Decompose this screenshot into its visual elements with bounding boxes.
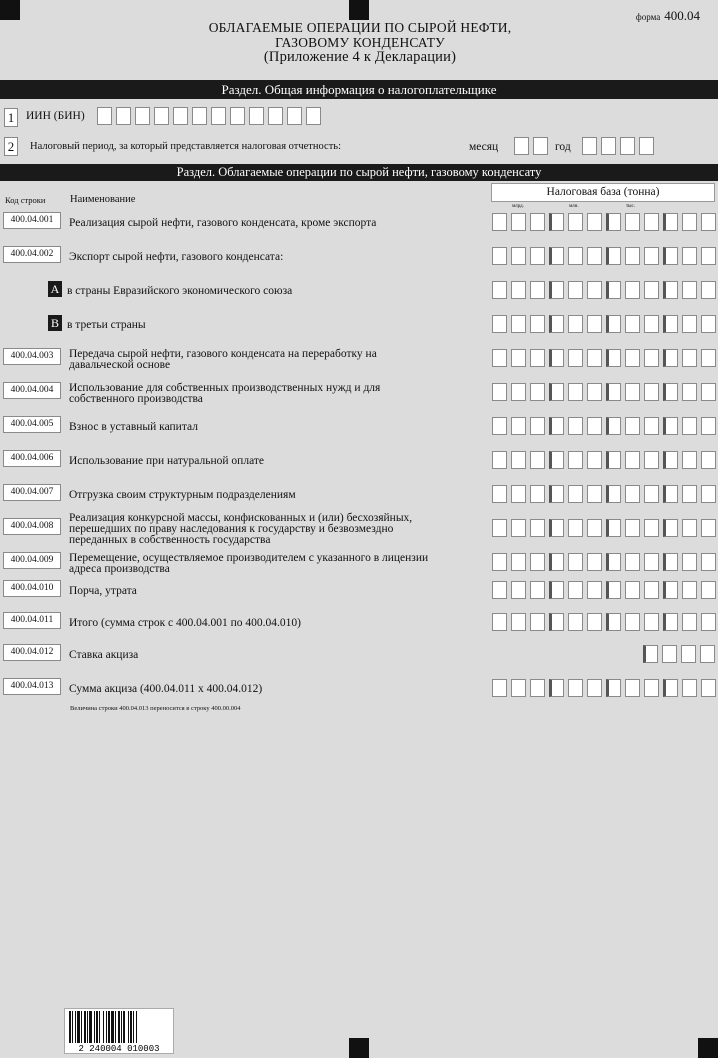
value-cell[interactable]	[511, 553, 526, 571]
barcode-bar	[115, 1011, 116, 1043]
value-cell[interactable]	[643, 645, 658, 663]
value-cell[interactable]	[511, 519, 526, 537]
value-cell[interactable]	[663, 519, 678, 537]
value-cell[interactable]	[492, 349, 507, 367]
tax-period-label: Налоговый период, за который представляется налоговая отчетность:	[30, 141, 341, 152]
value-cell[interactable]	[530, 679, 545, 697]
row-description: Передача сырой нефти, газового конденсата на переработку на	[69, 347, 377, 360]
value-cell[interactable]	[530, 417, 545, 435]
value-cell[interactable]	[606, 581, 621, 599]
row-description: перешедших по праву наследования к государству и безвозмездно	[69, 523, 394, 535]
value-cell[interactable]	[682, 383, 697, 401]
value-cell[interactable]	[549, 581, 564, 599]
value-cell[interactable]	[492, 383, 507, 401]
value-cell[interactable]	[568, 485, 583, 503]
column-taxbase-header: Налоговая база (тонна)	[491, 183, 715, 202]
value-cell[interactable]	[549, 383, 564, 401]
value-cell[interactable]	[662, 645, 677, 663]
value-cell[interactable]	[511, 485, 526, 503]
value-cell[interactable]	[530, 519, 545, 537]
field-number-2: 2	[4, 137, 18, 156]
row-description: в страны Евразийского экономического союза	[67, 285, 293, 297]
value-cell[interactable]	[606, 281, 621, 299]
value-cell[interactable]	[530, 581, 545, 599]
row-description: Сумма акциза (400.04.011 x 400.04.012)	[69, 683, 263, 695]
footnote: Величина строки 400.04.013 переносится в строку 400.00.004	[70, 705, 241, 712]
entry-cell[interactable]	[601, 137, 616, 155]
section-header-taxpayer-info: Раздел. Общая информация о налогоплательщике	[0, 80, 718, 99]
entry-cell[interactable]	[192, 107, 207, 125]
unit-million: млн.	[569, 204, 579, 209]
value-cell[interactable]	[663, 383, 678, 401]
value-cell[interactable]	[530, 613, 545, 631]
value-cell[interactable]	[530, 349, 545, 367]
value-cell[interactable]	[492, 281, 507, 299]
value-cell[interactable]	[492, 581, 507, 599]
value-cell[interactable]	[492, 553, 507, 571]
barcode-bar	[94, 1011, 95, 1043]
value-cell[interactable]	[663, 281, 678, 299]
value-cell[interactable]	[682, 581, 697, 599]
value-cell[interactable]	[549, 349, 564, 367]
value-cell[interactable]	[606, 247, 621, 265]
barcode-bar	[87, 1011, 88, 1043]
value-cell[interactable]	[549, 553, 564, 571]
row-description: собственного производства	[69, 392, 203, 405]
value-cell[interactable]	[530, 281, 545, 299]
value-cell[interactable]	[530, 315, 545, 333]
barcode-bar	[111, 1011, 114, 1043]
row-description: Использование при натуральной оплате	[69, 455, 265, 467]
barcode-bar	[72, 1011, 73, 1043]
value-cell[interactable]	[606, 383, 621, 401]
value-cell[interactable]	[511, 679, 526, 697]
value-cell[interactable]	[568, 417, 583, 435]
row-code: 400.04.002	[3, 246, 61, 263]
iin-bin-label: ИИН (БИН)	[26, 110, 85, 122]
entry-cell[interactable]	[116, 107, 131, 125]
value-cell[interactable]	[701, 553, 716, 571]
value-cell[interactable]	[549, 451, 564, 469]
row-description: в третьи страны	[67, 319, 146, 331]
value-cell[interactable]	[492, 315, 507, 333]
row-description: Экспорт сырой нефти, газового конденсата:	[69, 251, 284, 263]
value-cell[interactable]	[682, 485, 697, 503]
row-description: переданных в собственность государства	[69, 534, 271, 546]
value-cell[interactable]	[625, 485, 640, 503]
alignment-mark-top-center	[349, 0, 369, 20]
value-cell[interactable]	[644, 213, 659, 231]
value-cell[interactable]	[701, 315, 716, 333]
value-cell[interactable]	[587, 485, 602, 503]
value-cell[interactable]	[606, 213, 621, 231]
value-cell[interactable]	[530, 485, 545, 503]
value-cell[interactable]	[663, 247, 678, 265]
barcode-bar	[69, 1011, 71, 1043]
value-cell[interactable]	[606, 417, 621, 435]
value-cell[interactable]	[644, 417, 659, 435]
value-cell[interactable]	[587, 383, 602, 401]
barcode-bar	[130, 1011, 132, 1043]
value-cell[interactable]	[625, 553, 640, 571]
row-description: Использование для собственных производственных нужд и для	[69, 381, 381, 394]
entry-cell[interactable]	[287, 107, 302, 125]
value-cell[interactable]	[568, 247, 583, 265]
value-cell[interactable]	[587, 613, 602, 631]
value-cell[interactable]	[568, 281, 583, 299]
value-cell[interactable]	[511, 581, 526, 599]
value-cell[interactable]	[644, 581, 659, 599]
value-cell[interactable]	[701, 213, 716, 231]
value-cell[interactable]	[549, 213, 564, 231]
row-description: Ставка акциза	[69, 649, 139, 661]
entry-cell[interactable]	[514, 137, 529, 155]
barcode-bar	[75, 1011, 76, 1043]
value-cell[interactable]	[625, 383, 640, 401]
barcode-bar	[121, 1011, 122, 1043]
value-cell[interactable]	[568, 349, 583, 367]
row-code: 400.04.010	[3, 580, 61, 597]
value-cell[interactable]	[511, 349, 526, 367]
value-cell[interactable]	[681, 645, 696, 663]
entry-cell[interactable]	[306, 107, 321, 125]
row-description: Взнос в уставный капитал	[69, 421, 198, 433]
barcode-bar	[136, 1011, 137, 1043]
value-cell[interactable]	[606, 451, 621, 469]
value-cell[interactable]	[530, 213, 545, 231]
value-cell[interactable]	[587, 281, 602, 299]
value-cell[interactable]	[625, 281, 640, 299]
value-cell[interactable]	[587, 213, 602, 231]
barcode-bar	[128, 1011, 129, 1043]
value-cell[interactable]	[606, 315, 621, 333]
row-code: 400.04.011	[3, 612, 61, 629]
value-cell[interactable]	[587, 679, 602, 697]
value-cell[interactable]	[587, 553, 602, 571]
row-description: Реализация сырой нефти, газового конденсата, кроме экспорта	[69, 217, 377, 229]
value-cell[interactable]	[549, 247, 564, 265]
barcode-bar	[133, 1011, 134, 1043]
value-cell[interactable]	[492, 451, 507, 469]
form-number: форма 400.04	[635, 8, 700, 23]
value-cell[interactable]	[663, 315, 678, 333]
value-cell[interactable]	[701, 679, 716, 697]
value-cell[interactable]	[682, 417, 697, 435]
value-cell[interactable]	[701, 383, 716, 401]
row-code: 400.04.003	[3, 348, 61, 365]
value-cell[interactable]	[663, 613, 678, 631]
entry-cell[interactable]	[268, 107, 283, 125]
barcode-bars-icon	[65, 1009, 173, 1053]
entry-cell[interactable]	[211, 107, 226, 125]
value-cell[interactable]	[549, 417, 564, 435]
value-cell[interactable]	[492, 519, 507, 537]
value-cell[interactable]	[701, 581, 716, 599]
value-cell[interactable]	[492, 213, 507, 231]
value-cell[interactable]	[606, 679, 621, 697]
value-cell[interactable]	[606, 485, 621, 503]
unit-thousand: тыс.	[626, 204, 636, 209]
value-cell[interactable]	[492, 485, 507, 503]
value-cell[interactable]	[492, 679, 507, 697]
value-cell[interactable]	[625, 581, 640, 599]
entry-cell[interactable]	[249, 107, 264, 125]
value-cell[interactable]	[700, 645, 715, 663]
value-cell[interactable]	[701, 613, 716, 631]
value-cell[interactable]	[682, 349, 697, 367]
value-cell[interactable]	[511, 613, 526, 631]
value-cell[interactable]	[492, 417, 507, 435]
value-cell[interactable]	[682, 613, 697, 631]
value-cell[interactable]	[568, 553, 583, 571]
value-cell[interactable]	[568, 613, 583, 631]
row-description: Реализация конкурсной массы, конфискованных и (или) бесхозяйных,	[69, 512, 413, 524]
row-code: 400.04.012	[3, 644, 61, 661]
barcode-bar	[99, 1011, 100, 1043]
value-cell[interactable]	[606, 519, 621, 537]
row-description: адреса производства	[69, 562, 170, 575]
subrow-letter: A	[48, 281, 62, 297]
unit-billion: млрд.	[512, 204, 524, 209]
value-cell[interactable]	[682, 553, 697, 571]
row-code: 400.04.004	[3, 382, 61, 399]
barcode-bar	[103, 1011, 104, 1043]
value-cell[interactable]	[644, 315, 659, 333]
entry-cell[interactable]	[154, 107, 169, 125]
entry-cell[interactable]	[582, 137, 597, 155]
value-cell[interactable]	[701, 485, 716, 503]
value-cell[interactable]	[530, 451, 545, 469]
value-cell[interactable]	[625, 679, 640, 697]
value-cell[interactable]	[682, 451, 697, 469]
entry-cell[interactable]	[173, 107, 188, 125]
value-cell[interactable]	[568, 451, 583, 469]
value-cell[interactable]	[625, 349, 640, 367]
value-cell[interactable]	[568, 679, 583, 697]
value-cell[interactable]	[568, 383, 583, 401]
value-cell[interactable]	[549, 315, 564, 333]
value-cell[interactable]	[568, 213, 583, 231]
row-description: Отгрузка своим структурным подразделениям	[69, 489, 296, 501]
barcode-bar	[108, 1011, 110, 1043]
value-cell[interactable]	[587, 315, 602, 333]
section-header-taxable-operations: Раздел. Облагаемые операции по сырой нефти, газовому конденсату	[0, 164, 718, 181]
entry-cell[interactable]	[135, 107, 150, 125]
value-cell[interactable]	[511, 417, 526, 435]
value-cell[interactable]	[701, 417, 716, 435]
month-label: месяц	[469, 141, 499, 153]
value-cell[interactable]	[549, 485, 564, 503]
value-cell[interactable]	[625, 247, 640, 265]
value-cell[interactable]	[701, 519, 716, 537]
value-cell[interactable]	[682, 519, 697, 537]
value-cell[interactable]	[530, 247, 545, 265]
value-cell[interactable]	[568, 581, 583, 599]
barcode	[64, 1008, 174, 1054]
alignment-mark-bottom-right	[698, 1038, 718, 1058]
entry-cell[interactable]	[230, 107, 245, 125]
subrow-letter: B	[48, 315, 62, 331]
value-cell[interactable]	[530, 553, 545, 571]
value-cell[interactable]	[549, 281, 564, 299]
value-cell[interactable]	[663, 581, 678, 599]
barcode-bar	[106, 1011, 107, 1043]
value-cell[interactable]	[587, 247, 602, 265]
barcode-bar	[77, 1011, 80, 1043]
value-cell[interactable]	[701, 349, 716, 367]
barcode-bar	[84, 1011, 86, 1043]
value-cell[interactable]	[701, 247, 716, 265]
alignment-mark-bottom-center	[349, 1038, 369, 1058]
column-code-header: Код строки	[5, 195, 46, 205]
row-code: 400.04.001	[3, 212, 61, 229]
value-cell[interactable]	[625, 417, 640, 435]
row-code: 400.04.009	[3, 552, 61, 569]
value-cell[interactable]	[644, 383, 659, 401]
value-cell[interactable]	[511, 247, 526, 265]
value-cell[interactable]	[644, 553, 659, 571]
year-label: год	[555, 141, 571, 153]
value-cell[interactable]	[587, 349, 602, 367]
value-cell[interactable]	[587, 451, 602, 469]
barcode-bar	[89, 1011, 92, 1043]
barcode-bar	[96, 1011, 98, 1043]
value-cell[interactable]	[663, 679, 678, 697]
entry-cell[interactable]	[620, 137, 635, 155]
value-cell[interactable]	[701, 281, 716, 299]
barcode-number: 2 240004 010003	[78, 1044, 160, 1053]
value-cell[interactable]	[644, 247, 659, 265]
value-cell[interactable]	[568, 519, 583, 537]
value-cell[interactable]	[511, 451, 526, 469]
value-cell[interactable]	[530, 383, 545, 401]
barcode-bar	[81, 1011, 82, 1043]
value-cell[interactable]	[682, 315, 697, 333]
value-cell[interactable]	[549, 679, 564, 697]
value-cell[interactable]	[625, 519, 640, 537]
value-cell[interactable]	[492, 613, 507, 631]
value-cell[interactable]	[663, 451, 678, 469]
value-cell[interactable]	[663, 213, 678, 231]
entry-cell[interactable]	[639, 137, 654, 155]
value-cell[interactable]	[682, 213, 697, 231]
value-cell[interactable]	[644, 349, 659, 367]
field-number-1: 1	[4, 108, 18, 127]
row-code: 400.04.006	[3, 450, 61, 467]
row-code: 400.04.005	[3, 416, 61, 433]
entry-cell[interactable]	[533, 137, 548, 155]
row-code: 400.04.007	[3, 484, 61, 501]
value-cell[interactable]	[701, 451, 716, 469]
value-cell[interactable]	[663, 553, 678, 571]
value-cell[interactable]	[511, 281, 526, 299]
value-cell[interactable]	[587, 417, 602, 435]
value-cell[interactable]	[682, 679, 697, 697]
value-cell[interactable]	[511, 383, 526, 401]
value-cell[interactable]	[682, 281, 697, 299]
form-code: 400.04	[664, 8, 700, 23]
row-description: Перемещение, осуществляемое производителем с указанного в лицензии	[69, 551, 429, 564]
value-cell[interactable]	[663, 349, 678, 367]
row-code: 400.04.013	[3, 678, 61, 695]
value-cell[interactable]	[511, 213, 526, 231]
value-cell[interactable]	[644, 451, 659, 469]
row-description: Порча, утрата	[69, 585, 137, 597]
value-cell[interactable]	[682, 247, 697, 265]
value-cell[interactable]	[606, 349, 621, 367]
row-description: Итого (сумма строк с 400.04.001 по 400.04.010)	[69, 617, 302, 629]
value-cell[interactable]	[549, 613, 564, 631]
row-code: 400.04.008	[3, 518, 61, 535]
value-cell[interactable]	[625, 213, 640, 231]
page-title: ОБЛАГАЕМЫЕ ОПЕРАЦИИ ПО СЫРОЙ НЕФТИ, ГАЗОВОМУ КОНДЕНСАТУ (Приложение 4 к Декларации)	[208, 20, 512, 65]
row-description: давальческой основе	[69, 358, 171, 371]
entry-cell[interactable]	[97, 107, 112, 125]
value-cell[interactable]	[644, 519, 659, 537]
value-cell[interactable]	[492, 247, 507, 265]
alignment-mark-top-left	[0, 0, 20, 20]
value-cell[interactable]	[511, 315, 526, 333]
value-cell[interactable]	[549, 519, 564, 537]
value-cell[interactable]	[568, 315, 583, 333]
value-cell[interactable]	[644, 485, 659, 503]
value-cell[interactable]	[644, 613, 659, 631]
value-cell[interactable]	[625, 315, 640, 333]
value-cell[interactable]	[663, 485, 678, 503]
barcode-bar	[123, 1011, 125, 1043]
column-name-header: Наименование	[70, 194, 136, 205]
value-cell[interactable]	[625, 451, 640, 469]
value-cell[interactable]	[644, 281, 659, 299]
barcode-bar	[118, 1011, 120, 1043]
value-cell[interactable]	[606, 553, 621, 571]
value-cell[interactable]	[644, 679, 659, 697]
value-cell[interactable]	[625, 613, 640, 631]
value-cell[interactable]	[606, 613, 621, 631]
value-cell[interactable]	[587, 519, 602, 537]
value-cell[interactable]	[663, 417, 678, 435]
value-cell[interactable]	[587, 581, 602, 599]
